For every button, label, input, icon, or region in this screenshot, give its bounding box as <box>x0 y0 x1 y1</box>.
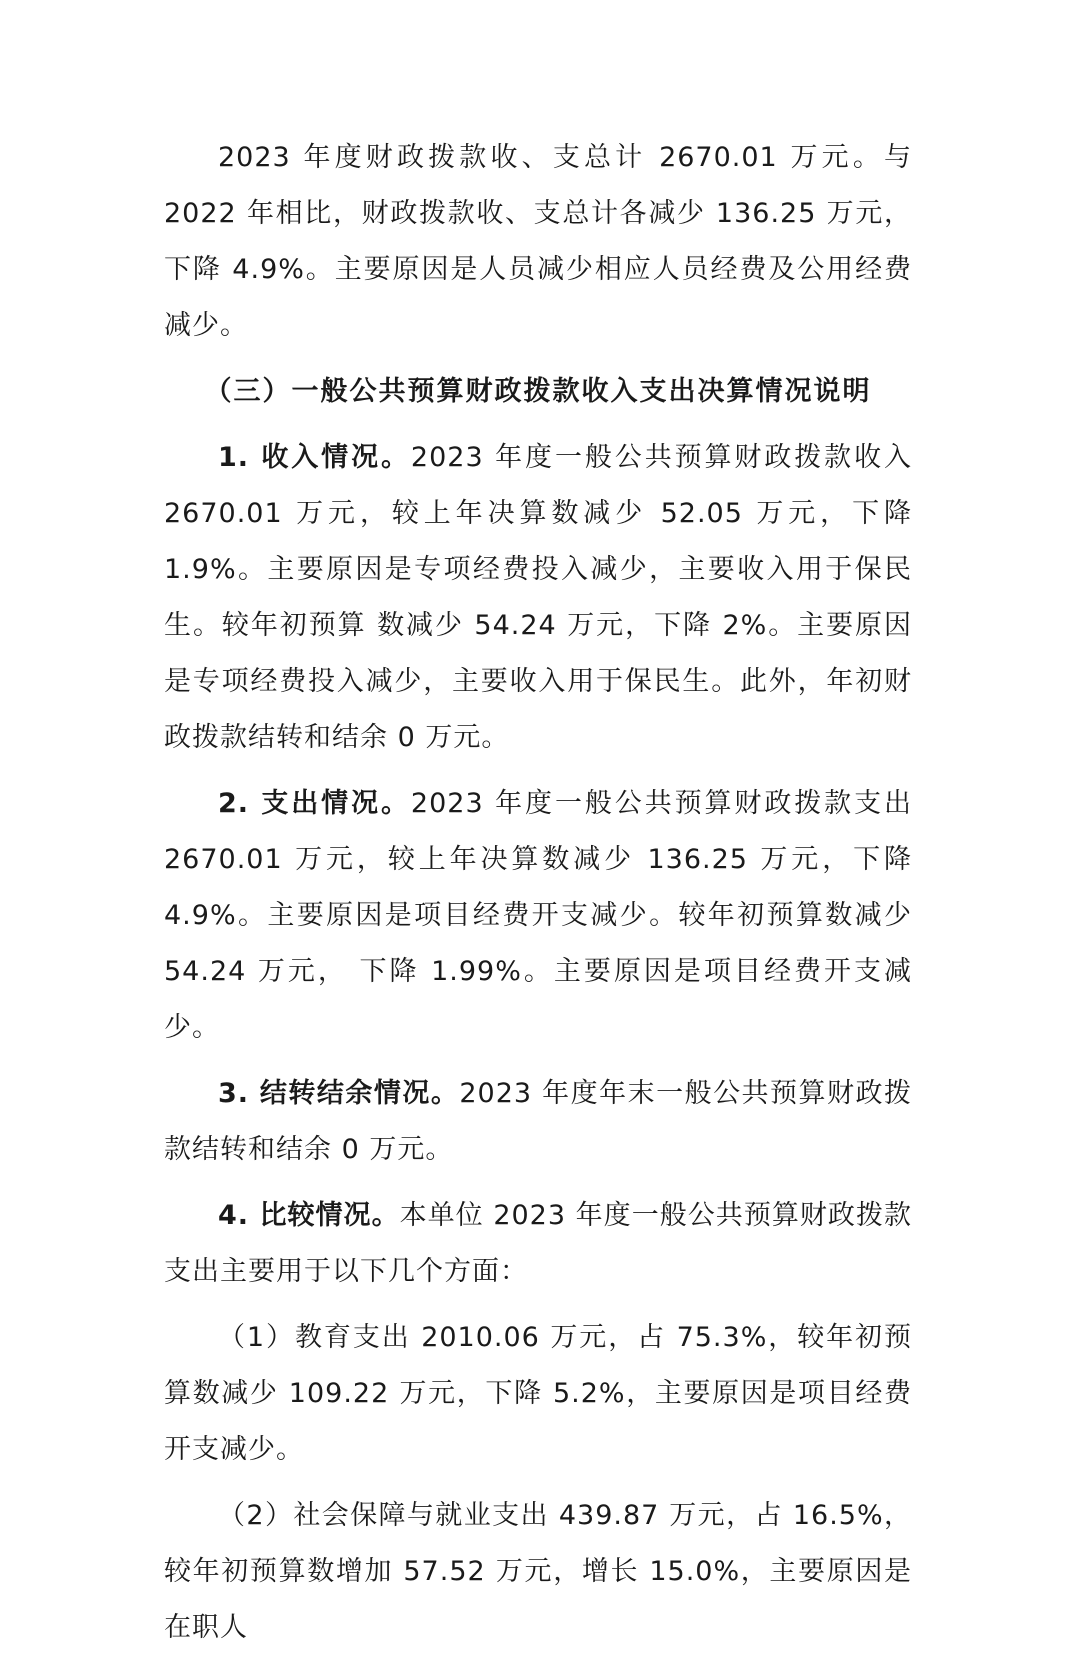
section-heading-general-budget: （三）一般公共预算财政拨款收入支出决算情况说明 <box>204 376 872 407</box>
paragraph-expense <box>164 776 912 1056</box>
paragraph-fiscal-total: 2023 年度财政拨款收、支总计 2670.01 万元。与 2022 年相比，财政拨款收、支总计各减少 136.25 万元，下降 4.9%。主要原因是人员减少相应人员经费及公用经费减少。 <box>164 142 912 341</box>
paragraph-carryover <box>164 1066 912 1178</box>
expense-body: 2023 年度一般公共预算财政拨款支出 2670.01 万元，较上年决算数减少 136.25 万元，下降 4.9%。主要原因是项目经费开支减少。较年初预算数减少 54.24 万元， 下降 1.99%。主要原因是项目经费开支减少。 <box>164 788 912 1043</box>
expense-lead: 2. 支出情况。 <box>218 788 411 819</box>
carry-body: 2023 年度年末一般公共预算财政拨款结转和结余 0 万元。 <box>164 1078 912 1165</box>
income-body: 2023 年度一般公共预算财政拨款收入 2670.01 万元，较上年决算数减少 52.05 万元，下降 1.9%。主要原因是专项经费投入减少，主要收入用于保民生。较年初预算 数减少 54.24 万元，下降 2%。主要原因是专项经费投入减少，主要收入用于保民生。此外，年初财政拨款结转和结余 0 万元。 <box>164 442 912 753</box>
paragraph-item-education: （1）教育支出 2010.06 万元，占 75.3%，较年初预算数减少 109.22 万元，下降 5.2%，主要原因是项目经费开支减少。 <box>164 1322 912 1465</box>
document-body <box>164 130 912 1656</box>
paragraph-comparison <box>164 1188 912 1300</box>
paragraph-income <box>164 430 912 766</box>
compare-body: 本单位 2023 年度一般公共预算财政拨款支出主要用于以下几个方面： <box>164 1200 912 1287</box>
paragraph-item-social-security: （2）社会保障与就业支出 439.87 万元，占 16.5%，较年初预算数增加 57.52 万元，增长 15.0%，主要原因是在职人 <box>164 1500 912 1643</box>
compare-lead: 4. 比较情况。 <box>218 1200 400 1231</box>
carry-lead: 3. 结转结余情况。 <box>218 1078 460 1109</box>
income-lead: 1. 收入情况。 <box>218 442 411 473</box>
